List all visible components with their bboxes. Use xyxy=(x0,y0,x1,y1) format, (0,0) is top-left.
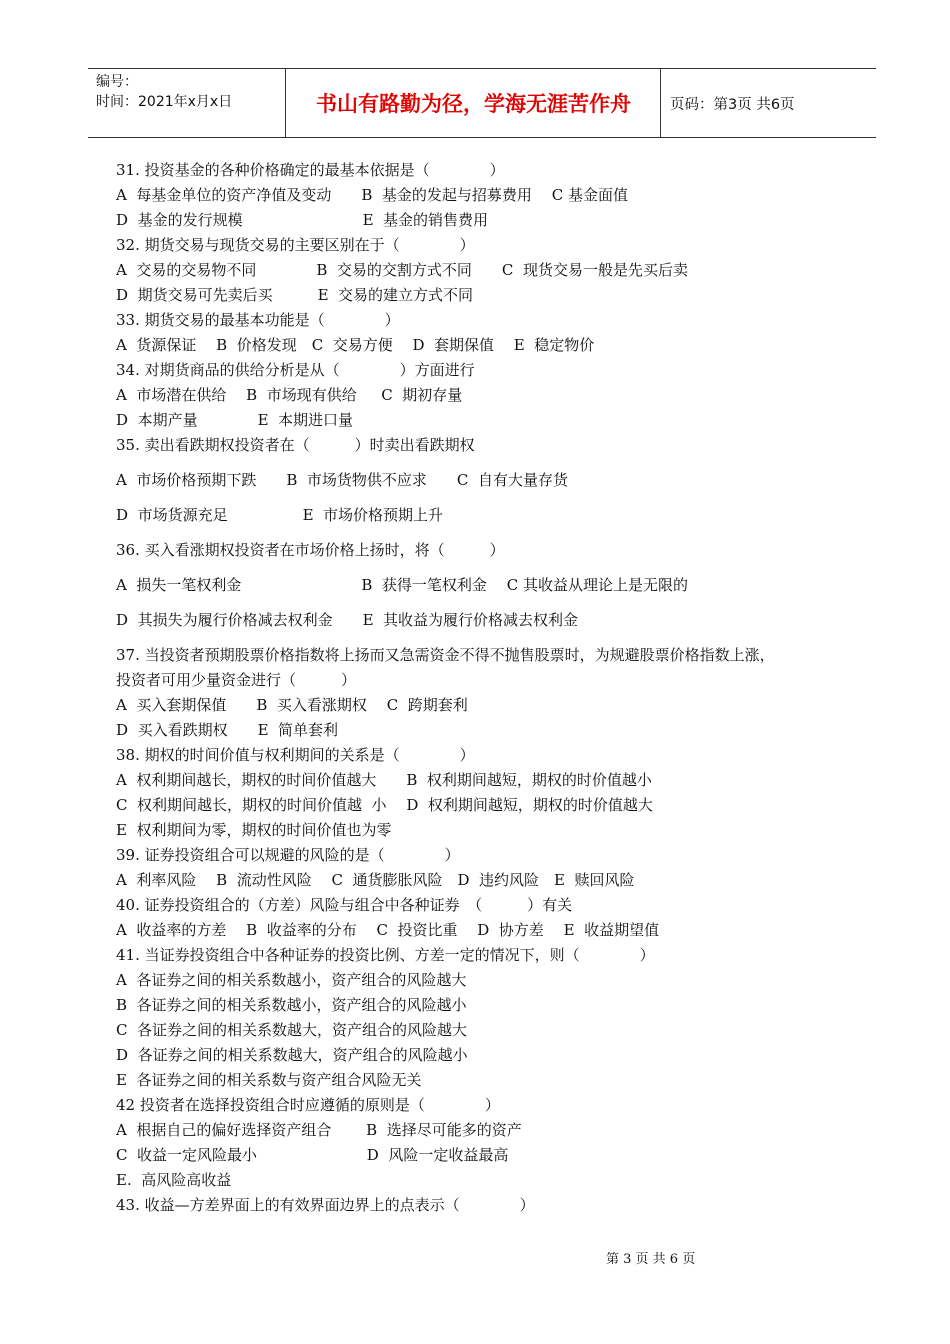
text-line: 31. 投资基金的各种价格确定的最基本依据是（ ） xyxy=(116,161,505,179)
text-line: 33. 期货交易的最基本功能是（ ） xyxy=(116,311,400,329)
text-line: D 期货交易可先卖后买 E 交易的建立方式不同 xyxy=(116,286,474,304)
text-line: D 其损失为履行价格减去权利金 E 其收益为履行价格减去权利金 xyxy=(116,611,579,629)
text-line: E. 高风险高收益 xyxy=(116,1171,232,1189)
text-line: A 每基金单位的资产净值及变动 B 基金的发起与招募费用 C 基金面值 xyxy=(116,186,628,204)
text-line: 41. 当证券投资组合中各种证券的投资比例、方差一定的情况下，则（ ） xyxy=(116,946,655,964)
text-line: 43. 收益—方差界面上的有效界面边界上的点表示（ ） xyxy=(116,1196,535,1214)
text-line: 39. 证券投资组合可以规避的风险的是（ ） xyxy=(116,846,460,864)
text-line: A 损失一笔权利金 B 获得一笔权利金 C 其收益从理论上是无限的 xyxy=(116,576,688,594)
text-line: C 各证券之间的相关系数越大，资产组合的风险越大 xyxy=(116,1021,468,1039)
text-line: B 各证券之间的相关系数越小，资产组合的风险越小 xyxy=(116,996,467,1014)
header-meta xyxy=(88,69,286,137)
text-line: 34. 对期货商品的供给分析是从（ ）方面进行 xyxy=(116,361,475,379)
text-line: A 货源保证 B 价格发现 C 交易方便 D 套期保值 E 稳定物价 xyxy=(116,336,595,354)
text-line: C 权利期间越长，期权的时间价值越 小 D 权利期间越短，期权的时价值越大 xyxy=(116,796,653,814)
text-line: 40. 证券投资组合的（方差）风险与组合中各种证券 （ ）有关 xyxy=(116,896,573,914)
text-line: A 市场潜在供给 B 市场现有供给 C 期初存量 xyxy=(116,386,463,404)
text-line: D 市场货源充足 E 市场价格预期上升 xyxy=(116,506,444,524)
text-line: 37. 当投资者预期股票价格指数将上扬而又急需资金不得不抛售股票时，为规避股票价格指数上涨， xyxy=(116,646,775,664)
text-line: A 利率风险 B 流动性风险 C 通货膨胀风险 D 违约风险 E 赎回风险 xyxy=(116,871,635,889)
text-line: 32. 期货交易与现货交易的主要区别在于（ ） xyxy=(116,236,475,254)
page-header xyxy=(88,68,876,138)
text-line: 42 投资者在选择投资组合时应遵循的原则是（ ） xyxy=(116,1096,500,1114)
text-line: 投资者可用少量资金进行（ ） xyxy=(116,671,357,689)
text-line: 38. 期权的时间价值与权利期间的关系是（ ） xyxy=(116,746,475,764)
text-line: A 权利期间越长，期权的时间价值越大 B 权利期间越短，期权的时价值越小 xyxy=(116,771,652,789)
text-line: A 买入套期保值 B 买入看涨期权 C 跨期套利 xyxy=(116,696,468,714)
page-footer: 第 3 页 共 6 页 xyxy=(606,1252,696,1267)
header-page-label: 页码：第3页 共6页 xyxy=(670,96,795,113)
text-line: E 权利期间为零，期权的时间价值也为零 xyxy=(116,821,392,839)
time-label: 时间：2021年x月x日 xyxy=(96,94,233,110)
text-line: 36. 买入看涨期权投资者在市场价格上扬时，将（ ） xyxy=(116,541,505,559)
text-line: A 收益率的方差 B 收益率的分布 C 投资比重 D 协方差 E 收益期望值 xyxy=(116,921,660,939)
text-line: 35. 卖出看跌期权投资者在（ ）时卖出看跌期权 xyxy=(116,436,475,454)
number-label: 编号： xyxy=(96,74,138,90)
text-line: E 各证券之间的相关系数与资产组合风险无关 xyxy=(116,1071,422,1089)
text-line: A 根据自己的偏好选择资产组合 B 选择尽可能多的资产 xyxy=(116,1121,522,1139)
text-line: D 买入看跌期权 E 简单套利 xyxy=(116,721,339,739)
text-line: A 各证券之间的相关系数越小，资产组合的风险越大 xyxy=(116,971,467,989)
text-line: D 各证券之间的相关系数越大，资产组合的风险越小 xyxy=(116,1046,468,1064)
text-line: D 本期产量 E 本期进口量 xyxy=(116,411,354,429)
text-line: A 交易的交易物不同 B 交易的交割方式不同 C 现货交易一般是先买后卖 xyxy=(116,261,688,279)
header-motto: 书山有路勤为径，学海无涯苦作舟 xyxy=(287,69,661,137)
text-line: D 基金的发行规模 E 基金的销售费用 xyxy=(116,211,489,229)
text-line: C 收益一定风险最小 D 风险一定收益最高 xyxy=(116,1146,509,1164)
text-line: A 市场价格预期下跌 B 市场货物供不应求 C 自有大量存货 xyxy=(116,471,568,489)
